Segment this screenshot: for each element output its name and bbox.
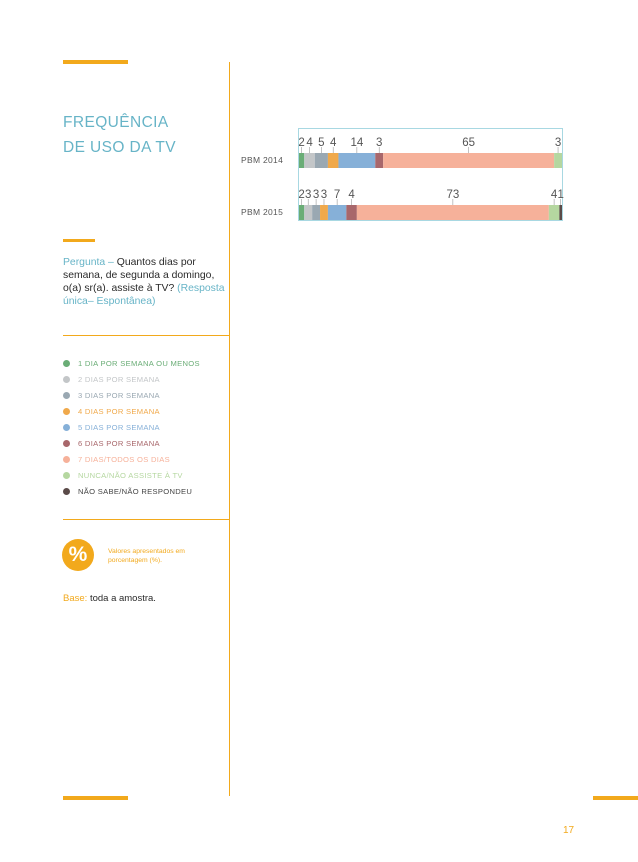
data-label: 5 [318, 137, 325, 149]
data-label: 14 [350, 137, 364, 149]
question-text: Quantos dias por semana, de segunda a domingo, o(a) sr(a). assiste à TV? [63, 257, 215, 294]
bar-segment [346, 205, 357, 220]
category-label: PBM 2015 [241, 207, 284, 217]
title-line-1: FREQUÊNCIA [63, 114, 169, 131]
bar-segment [315, 153, 328, 168]
data-label: 4 [348, 189, 355, 201]
title-line-2: DE USO DA TV [63, 139, 177, 156]
base-label: Base: [63, 593, 88, 604]
data-label: 3 [305, 189, 312, 201]
legend-label: 5 DIAS POR SEMANA [78, 422, 160, 432]
legend-label: NÃO SABE/NÃO RESPONDEU [78, 486, 193, 496]
bar-segment [554, 153, 562, 168]
bar-segment [383, 153, 554, 168]
question-note: (Resposta única– Espontânea) [63, 283, 225, 307]
data-label: 4 [306, 137, 313, 149]
data-label: 2 [298, 137, 305, 149]
bar-segment [357, 205, 549, 220]
legend-label: 3 DIAS POR SEMANA [78, 390, 160, 400]
bar-segment [549, 205, 560, 220]
legend-label: 7 DIAS/TODOS OS DIAS [78, 454, 170, 464]
bar-segment [338, 153, 375, 168]
bar-segment [328, 153, 339, 168]
bar-segment [375, 153, 383, 168]
data-label: 3 [554, 137, 562, 149]
legend-label: 2 DIAS POR SEMANA [78, 374, 160, 384]
data-label: 65 [462, 137, 476, 149]
legend-label: 6 DIAS POR SEMANA [78, 438, 160, 448]
bar-segment [304, 205, 312, 220]
base-text: toda a amostra. [89, 593, 156, 604]
page-number: 17 [563, 825, 575, 836]
data-label: 73 [446, 189, 460, 201]
bar-segment [304, 153, 315, 168]
bar-segment [299, 153, 304, 168]
percent-note: Valores apresentados em porcentagem (%). [108, 548, 185, 564]
bar-segment [320, 205, 328, 220]
data-label: 4 [329, 137, 337, 149]
data-label: 2 [298, 189, 305, 201]
bar-segment [328, 205, 346, 220]
bar-segment [312, 205, 320, 220]
category-label: PBM 2014 [241, 155, 284, 165]
legend-label: NUNCA/NÃO ASSISTE À TV [78, 470, 183, 480]
data-label: 3 [312, 189, 320, 201]
bar-segment [559, 205, 562, 220]
data-label: 1 [557, 189, 564, 201]
data-label: 7 [333, 189, 341, 201]
data-label: 3 [320, 189, 328, 201]
data-label: 3 [376, 137, 383, 149]
data-label: 4 [550, 189, 558, 201]
legend-label: 4 DIAS POR SEMANA [78, 406, 160, 416]
bar-segment [299, 205, 304, 220]
percent-icon: % [62, 539, 94, 571]
legend-label: 1 DIA POR SEMANA OU MENOS [78, 358, 200, 368]
question-label: Pergunta – [63, 257, 114, 268]
